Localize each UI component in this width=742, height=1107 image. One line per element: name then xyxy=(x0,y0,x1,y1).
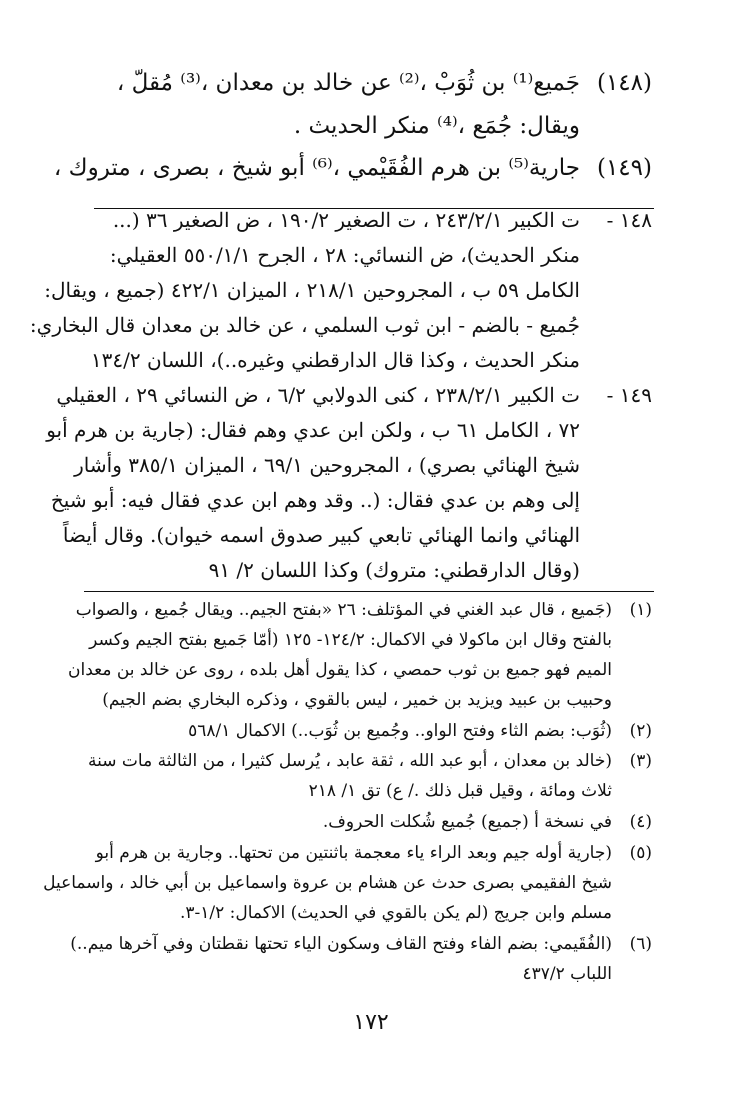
commentary-line: منكر الحديث)، ض النسائي: ٢٨ ، الجرح ٥٥٠/١/١ العقيلي: xyxy=(109,243,580,267)
entry-number: (١٤٨) xyxy=(596,70,652,96)
footnote-line: ثلاث ومائة ، وقيل قبل ذلك ./ ع) تق ١/ ٢١٨ xyxy=(308,781,612,801)
footnote-line: الميم فهو جميع بن ثوب حمصي ، كذا يقول أهل بلده ، روى عن خالد بن معدان xyxy=(68,660,612,680)
footnote-line: شيخ الفقيمي بصرى حدث عن هشام بن عروة واسماعيل بن أبي خالد ، واسماعيل xyxy=(43,873,612,893)
footnote-line: في نسخة أ (جميع) جُميع شُكلت الحروف. xyxy=(322,812,612,832)
commentary-line: الهنائي وانما الهنائي تابعي كبير صدوق اسمه خيوان). وقال أيضاً xyxy=(62,523,580,547)
commentary-line: الكامل ٥٩ ب ، المجروحين ٢١٨/١ ، الميزان ٤٢٢/١ (جميع ، ويقال: xyxy=(44,278,580,302)
footnote-number: (٦) xyxy=(629,934,652,954)
commentary-line: شيخ الهنائي بصري) ، المجروحين ٦٩/١ ، الميزان ٣٨٥/١ وأشار xyxy=(74,453,580,477)
entry-text-line: ويقال: جُمَع ،⁽⁴⁾ منكر الحديث . xyxy=(293,113,580,139)
footnote-line: مسلم وابن جريج (لم يكن بالقوي في الحديث) الاكمال: ١/٢-٣. xyxy=(179,903,612,923)
page-number: ١٧٢ xyxy=(353,1010,389,1035)
commentary-line: جُميع - بالضم - ابن ثوب السلمي ، عن خالد بن معدان قال البخاري: xyxy=(29,313,580,337)
footnote-separator xyxy=(84,591,654,592)
commentary-line: (وقال الدارقطني: متروك) وكذا اللسان ٢/ ٩١ xyxy=(208,558,580,582)
entry-number: (١٤٩) xyxy=(596,155,652,181)
commentary-number: ١٤٩ - xyxy=(606,383,652,407)
footnote-line: (خالد بن معدان ، أبو عبد الله ، ثقة عابد ، يُرسل كثيرا ، من الثالثة مات سنة xyxy=(88,751,612,771)
commentary-line: منكر الحديث ، وكذا قال الدارقطني وغيره..)، اللسان ١٣٤/٢ xyxy=(90,348,580,372)
footnote-line: بالفتح وقال ابن ماكولا في الاكمال: ١٢٤/٢- ١٢٥ (أمّا جَميع بفتح الجيم وكسر xyxy=(89,630,612,650)
entry-text-line: جارية⁽⁵⁾ بن هرم الفُقَيْمي ،⁽⁶⁾ أبو شيخ ، بصرى ، متروك ، xyxy=(53,155,580,181)
footnote-number: (٥) xyxy=(629,843,652,863)
footnote-line: (ثُوَب: بضم الثاء وفتح الواو.. وجُميع بن ثُوَب..) الاكمال ٥٦٨/١ xyxy=(188,721,612,741)
commentary-line: ٧٢ ، الكامل ٦١ ب ، ولكن ابن عدي وهم فقال: (جارية بن هرم أبو xyxy=(46,418,580,442)
footnote-line: (الفُقَيمي: بضم الفاء وفتح القاف وسكون الياء تحتها نقطتان وفي آخرها ميم..) xyxy=(70,934,612,954)
footnote-number: (٢) xyxy=(629,721,652,741)
commentary-line: ت الكبير ٢٣٨/٢/١ ، كنى الدولابي ٦/٢ ، ض النسائي ٢٩ ، العقيلي xyxy=(56,383,580,407)
footnote-number: (٤) xyxy=(629,812,652,832)
footnote-line: وحبيب بن عبيد ويزيد بن خمير ، ليس بالقوي ، وذكره البخاري بضم الجيم) xyxy=(102,690,612,710)
footnote-line: (جارية أوله جيم وبعد الراء ياء معجمة باثنتين من تحتها.. وجارية بن هرم أبو xyxy=(95,843,612,863)
footnote-line: (جَميع ، قال عبد الغني في المؤتلف: ٢٦ «بفتح الجيم.. ويقال جُميع ، والصواب xyxy=(75,600,612,620)
commentary-number: ١٤٨ - xyxy=(606,208,652,232)
entry-text-line: جَميع⁽¹⁾ بن ثُوَبْ ،⁽²⁾ عن خالد بن معدان ،⁽³⁾ مُقلّ ، xyxy=(116,70,580,96)
commentary-line: إلى وهم بن عدي فقال: (.. وقد وهم ابن عدي فقال فيه: أبو شيخ xyxy=(50,488,580,512)
footnote-number: (١) xyxy=(629,600,652,620)
footnote-number: (٣) xyxy=(629,751,652,771)
commentary-line: ت الكبير ٢٤٣/٢/١ ، ت الصغير ١٩٠/٢ ، ض الصغير ٣٦ (... xyxy=(112,208,580,232)
footnote-line: اللباب ٤٣٧/٢ xyxy=(522,964,612,984)
